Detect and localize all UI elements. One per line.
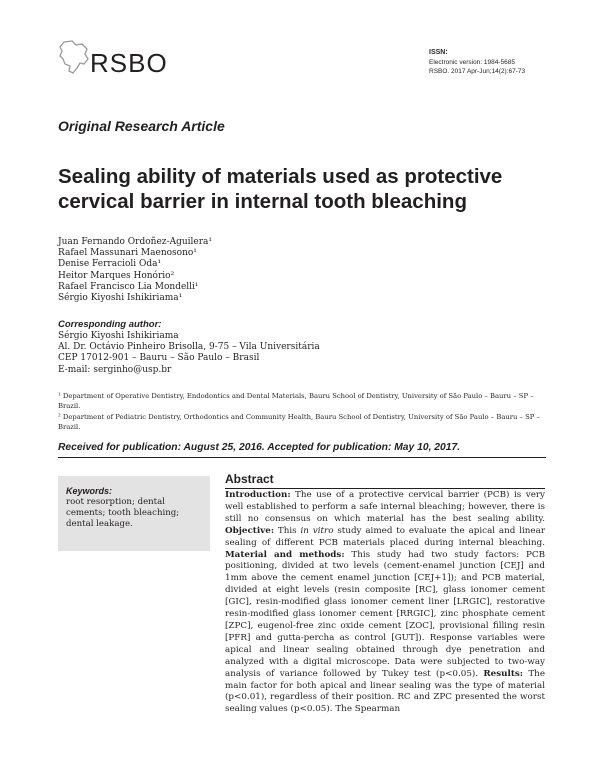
affiliation: ¹ Department of Operative Dentistry, Endodontics and Dental Materials, Bauru School of Dentistry, University of São Paulo – Bauru – SP – Brazil. bbox=[58, 392, 534, 410]
issn-label: ISSN: bbox=[429, 49, 448, 56]
corresponding-author-block bbox=[58, 331, 320, 376]
abstract-intro-text: The use of a protective cervical barrier (PCB) is very well established to perform a safe internal bleaching; however, there is still no consensus on which material has the best sealing ability. bbox=[225, 490, 545, 524]
abstract-results-label: Results: bbox=[483, 668, 524, 679]
electronic-version: Electronic version: 1984-5685 bbox=[429, 58, 515, 66]
citation: RSBO. 2017 Apr-Jun;14(2):67-73 bbox=[429, 68, 526, 75]
author: Denise Ferracioli Oda¹ bbox=[58, 259, 162, 270]
abstract-methods-label: Material and methods: bbox=[225, 549, 345, 560]
abstract-objective-italic: in vitro bbox=[300, 525, 334, 536]
divider bbox=[58, 457, 546, 458]
abstract-body bbox=[225, 490, 545, 716]
author: Heitor Marques Honório² bbox=[58, 270, 175, 281]
keywords-text: root resorption; dental cements; tooth bleaching; dental leakage. bbox=[66, 497, 180, 529]
abstract-objective-text-2: study aimed to evaluate the apical and linear sealing of different PCB materials placed during internal bleaching. bbox=[225, 525, 546, 548]
abstract-heading: Abstract bbox=[225, 472, 274, 486]
author: Sérgio Kiyoshi Ishikiriama¹ bbox=[58, 293, 183, 304]
keywords-heading: Keywords: bbox=[66, 486, 113, 496]
author-list bbox=[58, 237, 212, 304]
article-title: Sealing ability of materials used as protective cervical barrier in internal tooth bleaching bbox=[58, 165, 503, 213]
abstract-divider bbox=[225, 488, 545, 489]
abstract-methods-text: This study had two study factors: PCB positioning, divided at two levels (cement-enamel junction [CEJ] and 1mm above the cement enamel junction [CEJ+1]); and PCB material, divided at eight levels (resin composite [RC], glass ionomer cement [GIC], resin-modified glass ionomer cement liner [LRGIC], restorative resin-modified glass ionomer cement [RRGIC], zinc phosphate cement [ZPC], eugenol-free zinc oxide cement [ZOC], provisional filling resin [PFR] and gutta-percha as control [GUT]). Response variables were apical and linear sealing obtained through dye penetration and analyzed with a digital microscope. Data were subjected to two-way analysis of variance followed by Tukey test (p<0.05). bbox=[225, 549, 545, 679]
section-label: Original Research Article bbox=[58, 118, 225, 134]
author: Juan Fernando Ordoñez-Aguilera¹ bbox=[58, 237, 212, 247]
corresponding-email[interactable]: E-mail: serginho@usp.br bbox=[58, 364, 172, 375]
corresponding-author-name: Sérgio Kiyoshi Ishikiriama bbox=[58, 331, 179, 341]
issn-block bbox=[429, 48, 525, 77]
abstract-intro-label: Introduction: bbox=[225, 490, 291, 500]
journal-logo-text: RSBO bbox=[90, 48, 168, 78]
corresponding-postal-code: CEP 17012-901 – Bauru – São Paulo – Brasil bbox=[58, 353, 260, 364]
author: Rafael Francisco Lia Mondelli¹ bbox=[58, 281, 199, 292]
affiliation: ² Department of Pediatric Dentistry, Orthodontics and Community Health, Bauru School of Dentistry, University of São Paulo – Bauru – SP – Brazil. bbox=[58, 413, 540, 431]
author: Rafael Massunari Maenosono¹ bbox=[58, 248, 197, 259]
publication-dates: Received for publication: August 25, 2016. Accepted for publication: May 10, 2017. bbox=[58, 442, 461, 453]
abstract-objective-text: This bbox=[274, 525, 301, 536]
affiliations bbox=[58, 391, 558, 433]
abstract-results-text: The main factor for both apical and linear sealing was the type of material (p<0.01), regardless of their position. RC and ZPC presented the worst sealing values (p<0.05). The Spearman bbox=[225, 668, 545, 715]
keywords-box bbox=[58, 476, 210, 551]
corresponding-author-heading: Corresponding author: bbox=[58, 319, 162, 330]
abstract-objective-label: Objective: bbox=[225, 525, 275, 536]
rsbo-logo-map-icon bbox=[58, 40, 90, 76]
corresponding-address: Al. Dr. Octávio Pinheiro Brisolla, 9-75 – Vila Universitária bbox=[58, 342, 320, 353]
